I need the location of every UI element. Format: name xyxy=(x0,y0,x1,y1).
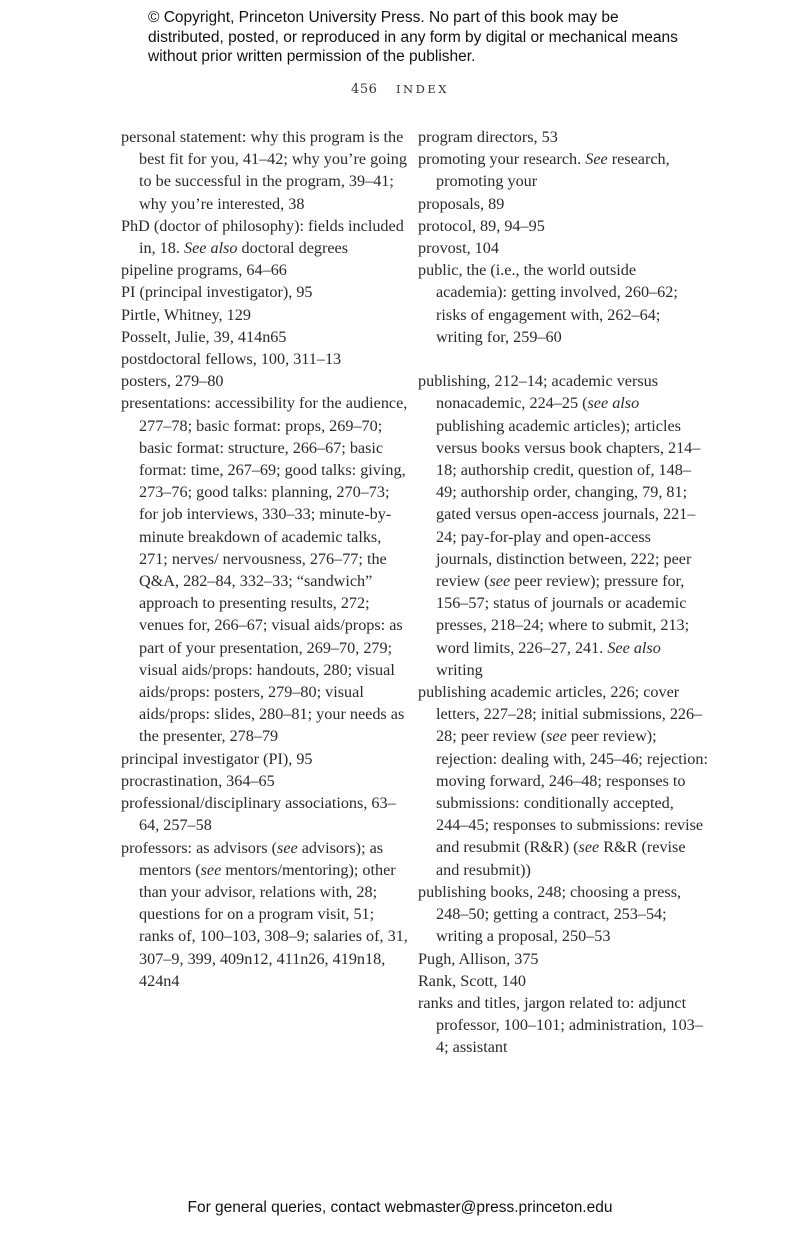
index-entry: proposals, 89 xyxy=(418,194,505,213)
index-entry: PI (principal investigator), 95 xyxy=(121,283,313,302)
index-entry: professional/disciplinary associations, 63–64, 257–58 xyxy=(121,794,396,835)
index-entry: procrastination, 364–65 xyxy=(121,771,275,790)
index-column-left xyxy=(121,126,411,992)
index-entry: provost, 104 xyxy=(418,239,499,258)
index-entry: publishing, 212–14; academic versus nonacademic, 224–25 (see also publishing academic articles); articles versus books versus book chapters, 214–18; authorship credit, question of, 148–49; authorship order, changing, 79, 81; gated versus open-access journals, 221–24; pay-for-play and open-access journals, distinction between, 222; peer review (see peer review); pressure for, 156–57; status of journals or academic presses, 218–24; where to submit, 213; word limits, 226–27, 241. See also writing xyxy=(418,372,701,679)
index-entry: PhD (doctor of philosophy): fields included in, 18. See also doctoral degrees xyxy=(121,216,404,258)
index-entry: Posselt, Julie, 39, 414n65 xyxy=(121,327,287,346)
copyright-notice: © Copyright, Princeton University Press. No part of this book may be distributed, posted, or reproduced in any form by digital or mechanical means without prior written permission of the publisher. xyxy=(148,9,678,65)
index-column-right xyxy=(418,126,708,1059)
index-entry: professors: as advisors (see advisors); as mentors (see mentors/mentoring); other than your advisor, relations with, 28; questions for on a program visit, 51; ranks of, 100–103, 308–9; salaries of, 31, 307–9, 399, 409n12, 411n26, 419n18, 424n4 xyxy=(121,838,408,990)
index-entry: publishing academic articles, 226; cover letters, 227–28; initial submissions, 226–28; peer review (see peer review); rejection: dealing with, 245–46; rejection: moving forward, 246–48; responses to submissions: conditionally accepted, 244–45; responses to submissions: revise and resubmit (R&R) (see R&R (revise and resubmit)) xyxy=(418,683,708,879)
index-entry: principal investigator (PI), 95 xyxy=(121,749,313,768)
index-entry: Pugh, Allison, 375 xyxy=(418,949,539,968)
index-entry: presentations: accessibility for the audience, 277–78; basic format: props, 269–70; basic format: structure, 266–67; basic format: time, 267–69; good talks: giving, 273–76; good talks: planning, 270–73; for job interviews, 330–33; minute-by-minute breakdown of academic talks, 271; nerves/ nervousness, 276–77; the Q&A, 282–84, 332–33; “sandwich” approach to presenting results, 272; venues for, 266–67; visual aids/props: as part of your presentation, 269–70, 279; visual aids/props: handouts, 280; visual aids/props: posters, 279–80; visual aids/props: slides, 280–81; your needs as the presenter, 278–79 xyxy=(121,394,408,746)
index-entry: Rank, Scott, 140 xyxy=(418,971,526,990)
index-entry: protocol, 89, 94–95 xyxy=(418,216,545,235)
index-entry: public, the (i.e., the world outside academia): getting involved, 260–62; risks of engagement with, 262–64; writing for, 259–60 xyxy=(418,261,678,346)
index-entry: posters, 279–80 xyxy=(121,372,224,391)
index-entry: promoting your research. See research, promoting your xyxy=(418,150,670,191)
section-title: INDEX xyxy=(396,82,449,96)
index-entry: publishing books, 248; choosing a press, 248–50; getting a contract, 253–54; writing a proposal, 250–53 xyxy=(418,882,682,946)
page-number: 456 xyxy=(351,82,378,97)
index-entry: postdoctoral fellows, 100, 311–13 xyxy=(121,350,342,369)
index-entry: program directors, 53 xyxy=(418,128,558,146)
index-entry: Pirtle, Whitney, 129 xyxy=(121,305,251,324)
running-head xyxy=(0,82,800,97)
index-entry: ranks and titles, jargon related to: adjunct professor, 100–101; administration, 103–4; assistant xyxy=(418,993,703,1057)
index-entry: pipeline programs, 64–66 xyxy=(121,261,287,280)
contact-footer: For general queries, contact webmaster@press.princeton.edu xyxy=(187,1199,613,1216)
index-entry: personal statement: why this program is the best fit for you, 41–42; why you’re going to be successful in the program, 39–41; why you’re interested, 38 xyxy=(121,128,407,213)
